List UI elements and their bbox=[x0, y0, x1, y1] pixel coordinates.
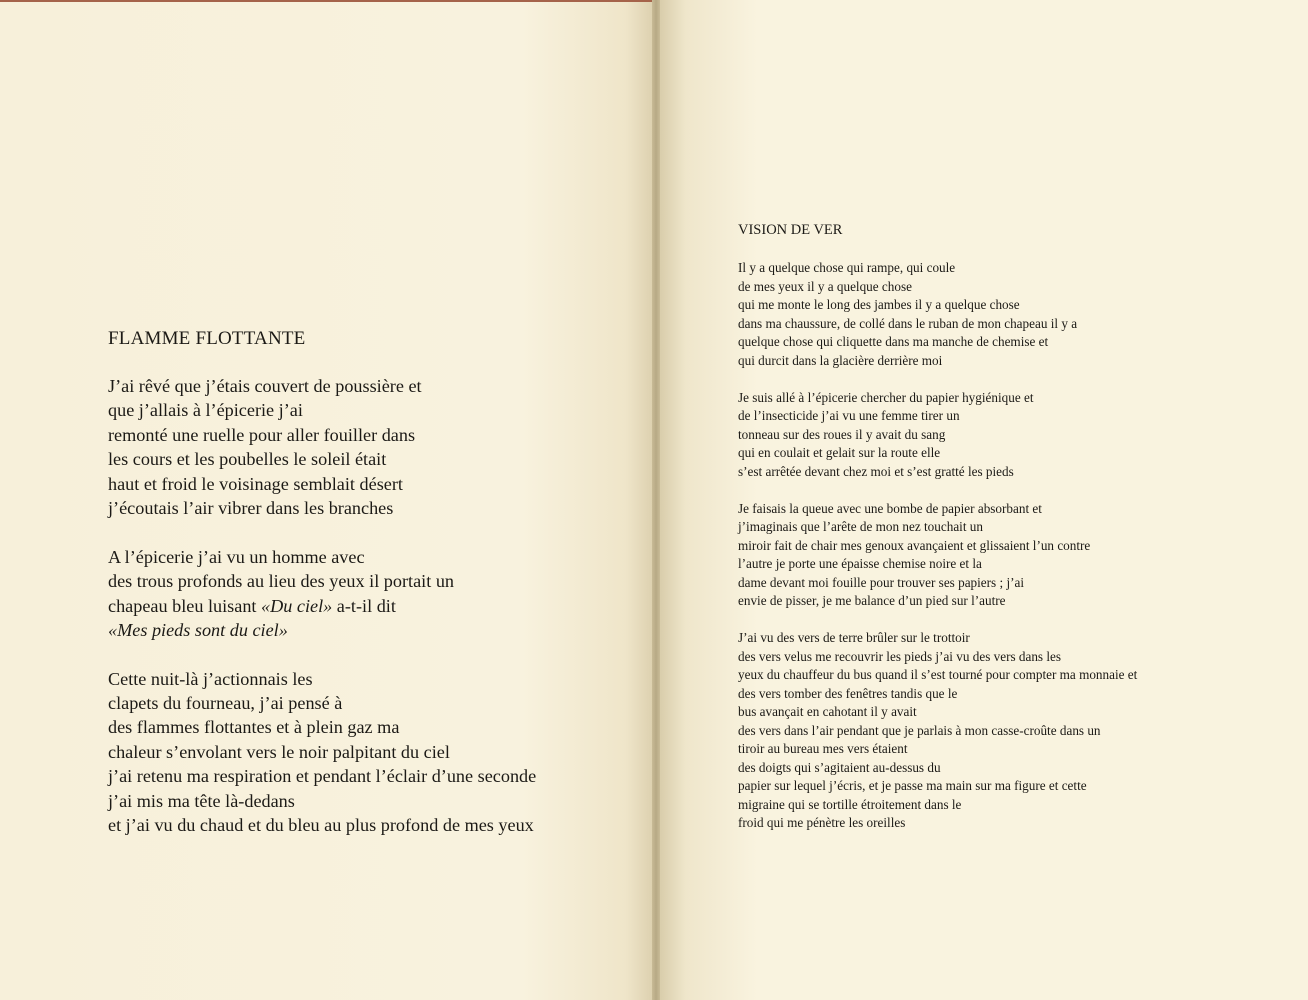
poem-title: FLAMME FLOTTANTE bbox=[108, 328, 306, 349]
poem-line: qui en coulait et gelait sur la route elle bbox=[738, 445, 941, 460]
stanza bbox=[108, 374, 628, 520]
poem-line bbox=[108, 594, 628, 618]
poem-line: J’ai vu des vers de terre brûler sur le trottoir bbox=[738, 630, 970, 645]
poem-flamme-flottante bbox=[108, 328, 628, 862]
italic-quote: «Du ciel» bbox=[261, 595, 333, 616]
poem-line: de mes yeux il y a quelque chose bbox=[738, 278, 912, 294]
left-page bbox=[0, 0, 652, 1000]
top-edge-rule bbox=[0, 0, 652, 2]
poem-line: quelque chose qui cliquette dans ma manche de chemise et bbox=[738, 334, 1049, 349]
poem-line: j’ai retenu ma respiration et pendant l’éclair d’une seconde bbox=[108, 766, 537, 787]
poem-line: remonté une ruelle pour aller fouiller dans bbox=[108, 424, 416, 445]
line-text: chapeau bleu luisant bbox=[108, 595, 262, 616]
poem-line: des doigts qui s’agitaient au-dessus du bbox=[738, 759, 941, 775]
poem-line-italic: «Mes pieds sont du ciel» bbox=[108, 619, 288, 640]
poem-title: VISION DE VER bbox=[738, 222, 843, 238]
stanza bbox=[738, 500, 1298, 611]
poem-line: les cours et les poubelles le soleil était bbox=[108, 449, 387, 470]
poem-line: des vers velus me recouvrir les pieds j’ai vu des vers dans les bbox=[738, 648, 1062, 664]
poem-line: des flammes flottantes et à plein gaz ma bbox=[108, 717, 400, 738]
poem-line: papier sur lequel j’écris, et je passe ma main sur ma figure et cette bbox=[738, 778, 1087, 793]
poem-line: chaleur s’envolant vers le noir palpitant du ciel bbox=[108, 741, 450, 762]
poem-line: tiroir au bureau mes vers étaient bbox=[738, 741, 908, 756]
poem-line: des trous profonds au lieu des yeux il portait un bbox=[108, 571, 455, 592]
poem-line: miroir fait de chair mes genoux avançaient et glissaient l’un contre bbox=[738, 537, 1091, 553]
poem-line: j’imaginais que l’arête de mon nez touchait un bbox=[738, 519, 983, 534]
poem-line: l’autre je porte une épaisse chemise noire et la bbox=[738, 556, 982, 571]
poem-line: que j’allais à l’épicerie j’ai bbox=[108, 400, 303, 421]
poem-line: haut et froid le voisinage semblait désert bbox=[108, 473, 403, 494]
poem-line: Je suis allé à l’épicerie chercher du papier hygiénique et bbox=[738, 389, 1034, 405]
stanza bbox=[738, 629, 1298, 833]
stanza bbox=[738, 259, 1298, 370]
poem-line: froid qui me pénètre les oreilles bbox=[738, 815, 906, 830]
poem-line: qui me monte le long des jambes il y a quelque chose bbox=[738, 297, 1020, 312]
poem-line: qui durcit dans la glacière derrière moi bbox=[738, 352, 943, 368]
stanza bbox=[108, 545, 628, 643]
poem-line: envie de pisser, je me balance d’un pied sur l’autre bbox=[738, 593, 1006, 608]
poem-line: s’est arrêtée devant chez moi et s’est gratté les pieds bbox=[738, 463, 1014, 479]
poem-line: des vers dans l’air pendant que je parlais à mon casse-croûte dans un bbox=[738, 722, 1101, 738]
book-gutter bbox=[652, 0, 660, 1000]
poem-vision-de-ver bbox=[738, 221, 1298, 851]
poem-line: dame devant moi fouille pour trouver ses papiers ; j’ai bbox=[738, 574, 1025, 590]
poem-line: yeux du chauffeur du bus quand il s’est tourné pour compter ma monnaie et bbox=[738, 667, 1138, 682]
poem-line: Il y a quelque chose qui rampe, qui coule bbox=[738, 260, 956, 275]
poem-line: J’ai rêvé que j’étais couvert de poussière et bbox=[108, 376, 422, 396]
poem-line: bus avançait en cahotant il y avait bbox=[738, 704, 917, 719]
poem-line: clapets du fourneau, j’ai pensé à bbox=[108, 693, 343, 714]
poem-line: j’écoutais l’air vibrer dans les branches bbox=[108, 498, 394, 519]
poem-line: et j’ai vu du chaud et du bleu au plus profond de mes yeux bbox=[108, 815, 534, 836]
poem-line: Cette nuit-là j’actionnais les bbox=[108, 668, 313, 689]
line-text: a-t-il dit bbox=[332, 595, 396, 616]
poem-line: migraine qui se tortille étroitement dans le bbox=[738, 796, 962, 812]
poem-line: dans ma chaussure, de collé dans le ruban de mon chapeau il y a bbox=[738, 315, 1078, 331]
poem-line: tonneau sur des roues il y avait du sang bbox=[738, 426, 946, 442]
stanza bbox=[738, 389, 1298, 482]
poem-line: Je faisais la queue avec une bombe de papier absorbant et bbox=[738, 500, 1042, 516]
poem-line: des vers tomber des fenêtres tandis que le bbox=[738, 685, 958, 701]
poem-line: de l’insecticide j’ai vu une femme tirer un bbox=[738, 408, 960, 423]
poem-line: A l’épicerie j’ai vu un homme avec bbox=[108, 546, 365, 567]
stanza bbox=[108, 667, 628, 838]
poem-line: j’ai mis ma tête là-dedans bbox=[108, 790, 295, 811]
